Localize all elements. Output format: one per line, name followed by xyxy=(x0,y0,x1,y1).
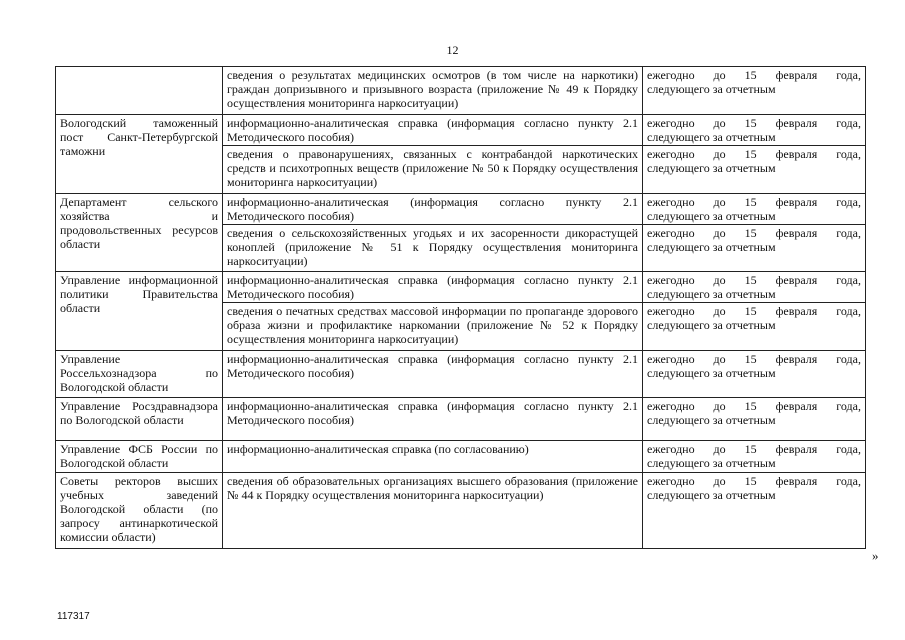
table-row xyxy=(56,351,866,398)
deadline-cell: ежегодно до 15 февраля года, следующего за отчетным xyxy=(643,398,866,441)
table-row xyxy=(56,115,866,146)
info-cell: информационно-аналитическая справка (информация согласно пункту 2.1 Методического пособия) xyxy=(223,351,643,398)
deadline-cell: ежегодно до 15 февраля года, следующего за отчетным xyxy=(643,272,866,303)
info-cell: сведения о результатах медицинских осмотров (в том числе на наркотики) граждан допризывного и призывного возраста (приложение № 49 к Порядку осуществления мониторинга наркоситуации) xyxy=(223,67,643,115)
info-cell: информационно-аналитическая справка (информация согласно пункту 2.1 Методического пособия) xyxy=(223,115,643,146)
deadline-cell: ежегодно до 15 февраля года, следующего за отчетным xyxy=(643,67,866,115)
info-cell: сведения о печатных средствах массовой информации по пропаганде здорового образа жизни и профилактике наркомании (приложение № 52 к Порядку осуществления мониторинга наркоситуации) xyxy=(223,303,643,351)
document-code: 117317 xyxy=(57,611,90,622)
org-cell: Департамент сельского хозяйства и продовольственных ресурсов области xyxy=(56,194,223,272)
page-number: 12 xyxy=(446,43,459,57)
info-cell: информационно-аналитическая справка (информация согласно пункту 2.1 Методического пособия) xyxy=(223,398,643,441)
table-row xyxy=(56,194,866,225)
deadline-cell: ежегодно до 15 февраля года, следующего за отчетным xyxy=(643,115,866,146)
org-cell: Управление Россельхознадзора по Вологодской области xyxy=(56,351,223,398)
table-row xyxy=(56,441,866,473)
info-cell: информационно-аналитическая справка (по согласованию) xyxy=(223,441,643,473)
org-cell: Управление информационной политики Правительства области xyxy=(56,272,223,351)
info-cell: информационно-аналитическая справка (информация согласно пункту 2.1 Методического пособия) xyxy=(223,272,643,303)
deadline-cell: ежегодно до 15 февраля года, следующего за отчетным xyxy=(643,441,866,473)
org-cell: Вологодский таможенный пост Санкт-Петербургской таможни xyxy=(56,115,223,194)
table-row xyxy=(56,67,866,115)
deadline-cell: ежегодно до 15 февраля года, следующего за отчетным xyxy=(643,473,866,549)
table-row xyxy=(56,272,866,303)
deadline-cell: ежегодно до 15 февраля года, следующего за отчетным xyxy=(643,351,866,398)
deadline-cell: ежегодно до 15 февраля года, следующего за отчетным xyxy=(643,146,866,194)
table-row xyxy=(56,398,866,441)
closing-quote: » xyxy=(872,548,879,563)
org-cell: Управление ФСБ России по Вологодской области xyxy=(56,441,223,473)
org-cell xyxy=(56,67,223,115)
info-cell: сведения о правонарушениях, связанных с контрабандой наркотических средств и психотропных веществ (приложение № 50 к Порядку осуществления мониторинга наркоситуации) xyxy=(223,146,643,194)
info-cell: сведения о сельскохозяйственных угодьях и их засоренности дикорастущей коноплей (приложение № 51 к Порядку осуществления мониторинга наркоситуации) xyxy=(223,225,643,272)
info-cell: сведения об образовательных организациях высшего образования (приложение № 44 к Порядку осуществления мониторинга наркоситуации) xyxy=(223,473,643,549)
deadline-cell: ежегодно до 15 февраля года, следующего за отчетным xyxy=(643,194,866,225)
org-cell: Управление Росздравнадзора по Вологодской области xyxy=(56,398,223,441)
deadline-cell: ежегодно до 15 февраля года, следующего за отчетным xyxy=(643,225,866,272)
info-cell: информационно-аналитическая (информация согласно пункту 2.1 Методического пособия) xyxy=(223,194,643,225)
monitoring-table xyxy=(55,66,866,549)
org-cell: Советы ректоров высших учебных заведений Вологодской области (по запросу антинаркотической комиссии области) xyxy=(56,473,223,549)
deadline-cell: ежегодно до 15 февраля года, следующего за отчетным xyxy=(643,303,866,351)
table-row xyxy=(56,473,866,549)
